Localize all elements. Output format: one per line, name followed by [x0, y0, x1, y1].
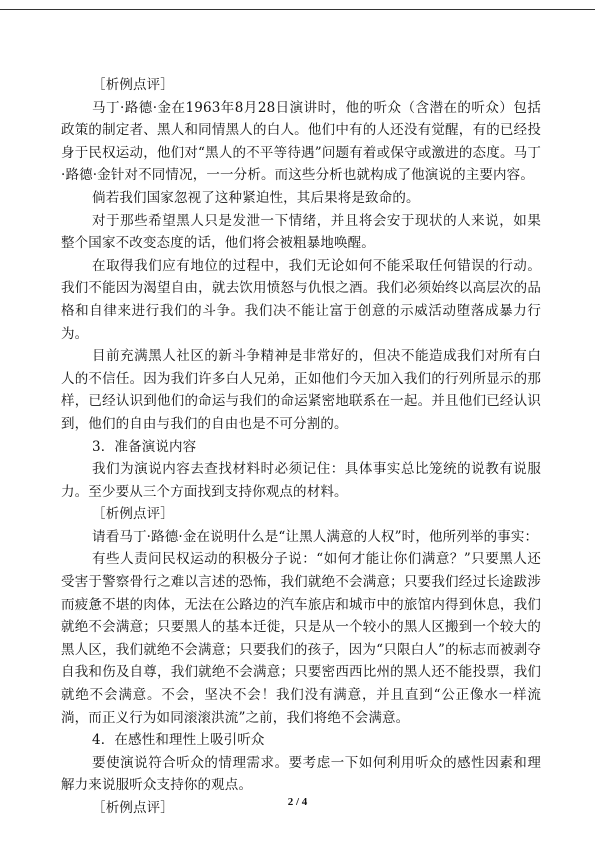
comment-label: ［析例点评］	[92, 77, 174, 93]
section-heading: 3．准备演说内容	[92, 438, 197, 455]
top-rule	[0, 9, 595, 10]
document-body	[61, 74, 541, 820]
paragraph: 请看马丁·路德·金在说明什么是“让黑人满意的人权”时，他所列举的事实：	[92, 528, 539, 545]
paragraph: 倘若我们国家忽视了这种紧迫性，其后果将是致命的。	[92, 189, 420, 206]
comment-label: ［析例点评］	[92, 506, 174, 523]
paragraph: 马丁·路德·金在1963年8月28日演讲时，他的听众（含潜在的听众）包括政策的制定者、黑人和同情黑人的白人。他们中有的人还没有觉醒，有的已经投身于民权运动，他们对“黑人的不平等待遇”问题有着或保守或激进的态度。马丁·路德·金针对不同情况，一一分析。而这些分析也就构成了他演说的主要内容。	[61, 99, 541, 184]
comment-label: ［析例点评］	[92, 800, 174, 816]
paragraph: 我们为演说内容去查找材料时必须记住：具体事实总比笼统的说教有说服力。至少要从三个方面找到支持你观点的材料。	[61, 461, 541, 500]
paragraph: 对于那些希望黑人只是发泄一下情绪，并且将会安于现状的人来说，如果整个国家不改变态度的话，他们将会被粗暴地唤醒。	[61, 212, 541, 252]
page-number: 2 / 4	[287, 796, 308, 808]
paragraph: 有些人责问民权运动的积极分子说：“如何才能让你们满意？”只要黑人还受害于警察骨行之难以言述的恐怖，我们就绝不会满意；只要我们经过长途跋涉而疲惫不堪的肉体，无法在公路边的汽车旅店和城市中的旅馆内得到休息，我们就绝不会满意；只要黑人的基本迁徙，只是从一个较小的黑人区搬到一个较大的黑人区，我们就绝不会满意；只要我们的孩子，因为“只限白人”的标志而被剥夺自我和伤及自尊，我们就绝不会满意；只要密西西比州的黑人还不能投票，我们就绝不会满意。不会，坚决不会！我们没有满意，并且直到“公正像水一样流淌，而正义行为如同滚滚洪流”之前，我们将绝不会满意。	[61, 551, 541, 726]
paragraph: 目前充满黑人社区的新斗争精神是非常好的，但决不能造成我们对所有白人的不信任。因为我们许多白人兄弟，正如他们今天加入我们的行列所显示的那样，已经认识到他们的命运与我们的命运紧密地联系在一起。并且他们已经认识到，他们的自由与我们的自由也是不可分割的。	[61, 348, 541, 432]
paragraph: 在取得我们应有地位的过程中，我们无论如何不能采取任何错误的行动。我们不能因为渴望自由，就去饮用愤怒与仇恨之酒。我们必须始终以高层次的品格和自律来进行我们的斗争。我们决不能让富于创意的示威活动堕落成暴力行为。	[61, 257, 541, 342]
paragraph: 要使演说符合听众的情理需求。要考虑一下如何利用听众的感性因素和理解力来说服听众支持你的观点。	[61, 754, 541, 794]
section-heading: 4．在感性和理性上吸引听众	[92, 732, 265, 749]
